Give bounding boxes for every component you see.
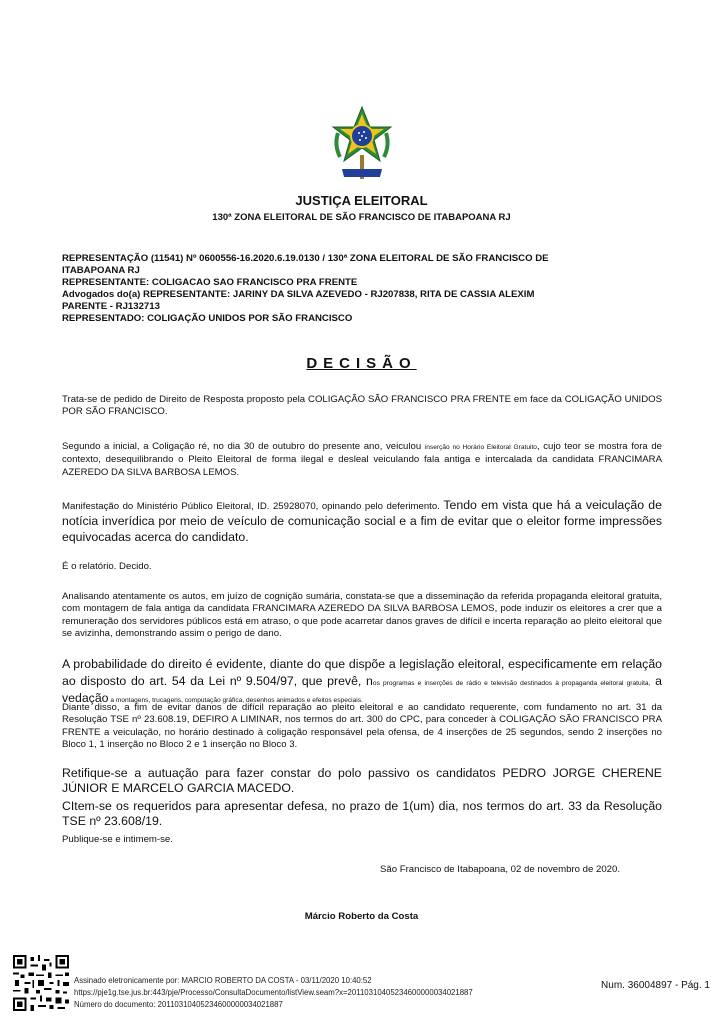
footer-signed: Assinado eletronicamente por: MARCIO ROBERTO DA COSTA - 03/11/2020 10:40:52 bbox=[74, 976, 372, 985]
represented: REPRESENTADO: COLIGAÇÃO UNIDOS POR SÃO FRANCISCO bbox=[62, 313, 353, 324]
court-name: JUSTIÇA ELEITORAL bbox=[295, 193, 428, 208]
page-number: Num. 36004897 - Pág. 1 bbox=[601, 980, 710, 991]
text-span: , cujo teor se mostra fora de contexto, desequilibrando o Pleito Eleitoral de forma ilegal e desleal veiculando fala antiga e intercalada da candidata FRANCIMARA AZEREDO DA SILVA BARBOSA LEMOS. bbox=[62, 441, 662, 478]
signer-name: Márcio Roberto da Costa bbox=[304, 911, 419, 922]
paragraph-7: Diante disso, a fim de evitar danos de difícil reparação ao pleito eleitoral e ao candidato requerente, com fundamento no art. 31 da Resolução TSE nº 23.608.19, DEFIRO A LIMINAR, nos termos do art. 300 do CPC, para conceder à COLIGAÇÃO SÃO FRANCISCO PRA FRENTE a veiculação, no horário destinado à coligação responsável pela ofensa, de 4 inserções de 25 segundos, sendo 2 inserções no Bloco 1, 1 inserção no Bloco 2 e 1 inserção no Bloco 3. bbox=[62, 702, 662, 750]
lawyers: Advogados do(a) REPRESENTANTE: JARINY DA SILVA AZEVEDO - RJ207838, RITA DE CASSIA ALEXIM bbox=[62, 289, 535, 300]
representative: REPRESENTANTE: COLIGACAO SAO FRANCISCO PRA FRENTE bbox=[62, 277, 358, 288]
large-text: Tendo em vista que há a veiculação de notícia inverídica por meio de veículo de comunicação social e a fim de evitar que o eleitor forme impressões equivocadas acerca do candidato. bbox=[62, 498, 662, 544]
paragraph-8: Retifique-se a autuação para fazer constar do polo passivo os candidatos PEDRO JORGE CHERENE JÚNIOR E MARCELO GARCIA MACEDO. bbox=[62, 766, 662, 795]
coat-of-arms-emblem bbox=[330, 105, 394, 185]
footer-docnum: Número do documento: 20110310405234600000034021887 bbox=[74, 1000, 283, 1009]
lawyers-cont: PARENTE - RJ132713 bbox=[62, 301, 160, 312]
small-text: os programas e inserções de rádio e televisão destinados à propaganda eleitoral gratuita, bbox=[372, 679, 651, 687]
small-text: a montagens, trucagens, computação gráfica, desenhos animados e efeitos especiais. bbox=[108, 697, 363, 704]
text-span: Segundo a inicial, a Coligação ré, no dia 30 de outubro do presente ano, veiculou bbox=[62, 441, 425, 452]
small-text: inserção no Horário Eleitoral Gratuito bbox=[424, 444, 537, 451]
case-line: ITABAPOANA RJ bbox=[62, 265, 140, 276]
paragraph-6 bbox=[62, 657, 662, 709]
paragraph-10: Publique-se e intimem-se. bbox=[62, 834, 173, 845]
case-line: REPRESENTAÇÃO (11541) Nº 0600556-16.2020.6.19.0130 / 130ª ZONA ELEITORAL DE SÃO FRANCISCO DE bbox=[62, 253, 549, 264]
large-text: a vedação bbox=[62, 673, 662, 705]
zone-name: 130ª ZONA ELEITORAL DE SÃO FRANCISCO DE ITABAPOANA RJ bbox=[212, 212, 511, 223]
large-text: A probabilidade do direito é evidente, diante do que dispõe a legislação eleitoral, especificamente em relação ao disposto do art. 54 da Lei nº 9.504/97, que prevê, n bbox=[62, 657, 662, 688]
paragraph-1: Trata-se de pedido de Direito de Resposta proposto pela COLIGAÇÃO SÃO FRANCISCO PRA FRENTE em face da COLIGAÇÃO UNIDOS POR SÃO FRANCISCO. bbox=[62, 394, 662, 418]
decision-title: DECISÃO bbox=[306, 355, 417, 372]
footer-url[interactable]: https://pje1g.tse.jus.br:443/pje/Processo/ConsultaDocumento/listView.seam?x=20110310405234600000034021887 bbox=[74, 988, 473, 997]
case-header bbox=[62, 253, 662, 325]
place-date: São Francisco de Itabapoana, 02 de novembro de 2020. bbox=[379, 864, 620, 875]
paragraph-2 bbox=[62, 441, 662, 479]
paragraph-5: Analisando atentamente os autos, em juízo de cognição sumária, constata-se que a disseminação da referida propaganda eleitoral gratuita, com montagem de fala antiga da candidata FRANCIMARA AZEREDO DA SILVA BARBOSA LEMOS, pode induzir os eleitores a crer que a remuneração dos servidores públicos está em atraso, o que pode acarretar danos graves de difícil e incerta reparação ao pleito eleitoral que se avizinha, demonstrando assim o perigo de dano. bbox=[62, 591, 662, 639]
qr-code-icon bbox=[13, 955, 69, 1011]
text-span: Manifestação do Ministério Público Eleitoral, ID. 25928070, opinando pelo deferimento. bbox=[62, 501, 444, 512]
paragraph-9: CItem-se os requeridos para apresentar defesa, no prazo de 1(um) dia, nos termos do art. 33 da Resolução TSE nº 23.608/19. bbox=[62, 799, 662, 828]
paragraph-3 bbox=[62, 498, 662, 546]
paragraph-4: É o relatório. Decido. bbox=[62, 561, 152, 572]
